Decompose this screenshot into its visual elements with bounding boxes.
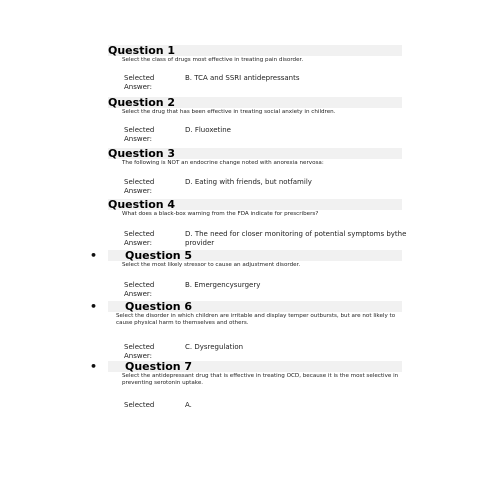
selected-answer (124, 281, 402, 299)
question-title: Question 2 (108, 96, 176, 109)
selected-answer (124, 74, 402, 92)
question-5 (90, 249, 402, 299)
question-title: Question 3 (108, 147, 176, 160)
answer-value: D. Fluoxetine (185, 126, 231, 134)
selected-answer-label: Selected Answer: (124, 281, 155, 298)
question-title: Question 1 (108, 44, 176, 57)
selected-answer-label: Selected (124, 401, 155, 409)
question-text: What does a black-box warning from the FDA indicate for prescribers? (122, 211, 319, 217)
question-header (108, 97, 402, 108)
answer-value: D. Eating with friends, but notfamily (185, 178, 312, 186)
question-title: Question 4 (108, 198, 176, 211)
question-6 (90, 300, 402, 361)
answer-value: D. The need for closer monitoring of potential symptoms bythe provider (185, 230, 407, 247)
question-2 (108, 97, 402, 144)
question-title: Question 7 (125, 360, 193, 373)
selected-answer (124, 401, 402, 411)
question-3 (108, 148, 402, 196)
bullet: • (90, 249, 98, 262)
selected-answer-label: Selected Answer: (124, 343, 155, 360)
question-7 (90, 360, 402, 411)
question-title: Question 5 (125, 249, 193, 262)
question-header (90, 249, 402, 262)
question-1 (108, 45, 402, 92)
bullet: • (90, 300, 98, 313)
question-title: Question 6 (125, 300, 193, 313)
answer-value: B. Emergencysurgery (185, 281, 261, 289)
question-text: The following is NOT an endocrine change noted with anorexia nervosa: (122, 160, 324, 166)
question-header (90, 360, 402, 373)
answer-value: C. Dysregulation (185, 343, 244, 351)
question-header (90, 300, 402, 313)
selected-answer-label: Selected Answer: (124, 230, 155, 247)
answer-value: A. (185, 401, 192, 409)
question-text: Select the most likely stressor to cause an adjustment disorder. (122, 262, 301, 268)
bullet: • (90, 360, 98, 373)
selected-answer (124, 230, 407, 248)
question-header (108, 199, 402, 210)
selected-answer-label: Selected Answer: (124, 74, 155, 91)
question-text: Select the drug that has been effective in treating social anxiety in children. (122, 109, 336, 115)
question-text: Select the class of drugs most effective in treating pain disorder. (122, 57, 304, 63)
question-4 (108, 198, 407, 248)
question-header (108, 148, 402, 159)
selected-answer-label: Selected Answer: (124, 178, 155, 195)
question-text: Select the antidepressant drug that is effective in treating OCD, because it is the most selective in preventing serotonin uptake. (122, 373, 399, 386)
selected-answer (124, 343, 402, 361)
selected-answer (124, 178, 402, 196)
question-text: Select the disorder in which children are irritable and display temper outbursts, but are not likely to cause physical harm to themselves and others. (116, 313, 396, 326)
selected-answer (124, 126, 402, 144)
question-header (108, 45, 402, 56)
answer-value: B. TCA and SSRI antidepressants (185, 74, 300, 82)
selected-answer-label: Selected Answer: (124, 126, 155, 143)
